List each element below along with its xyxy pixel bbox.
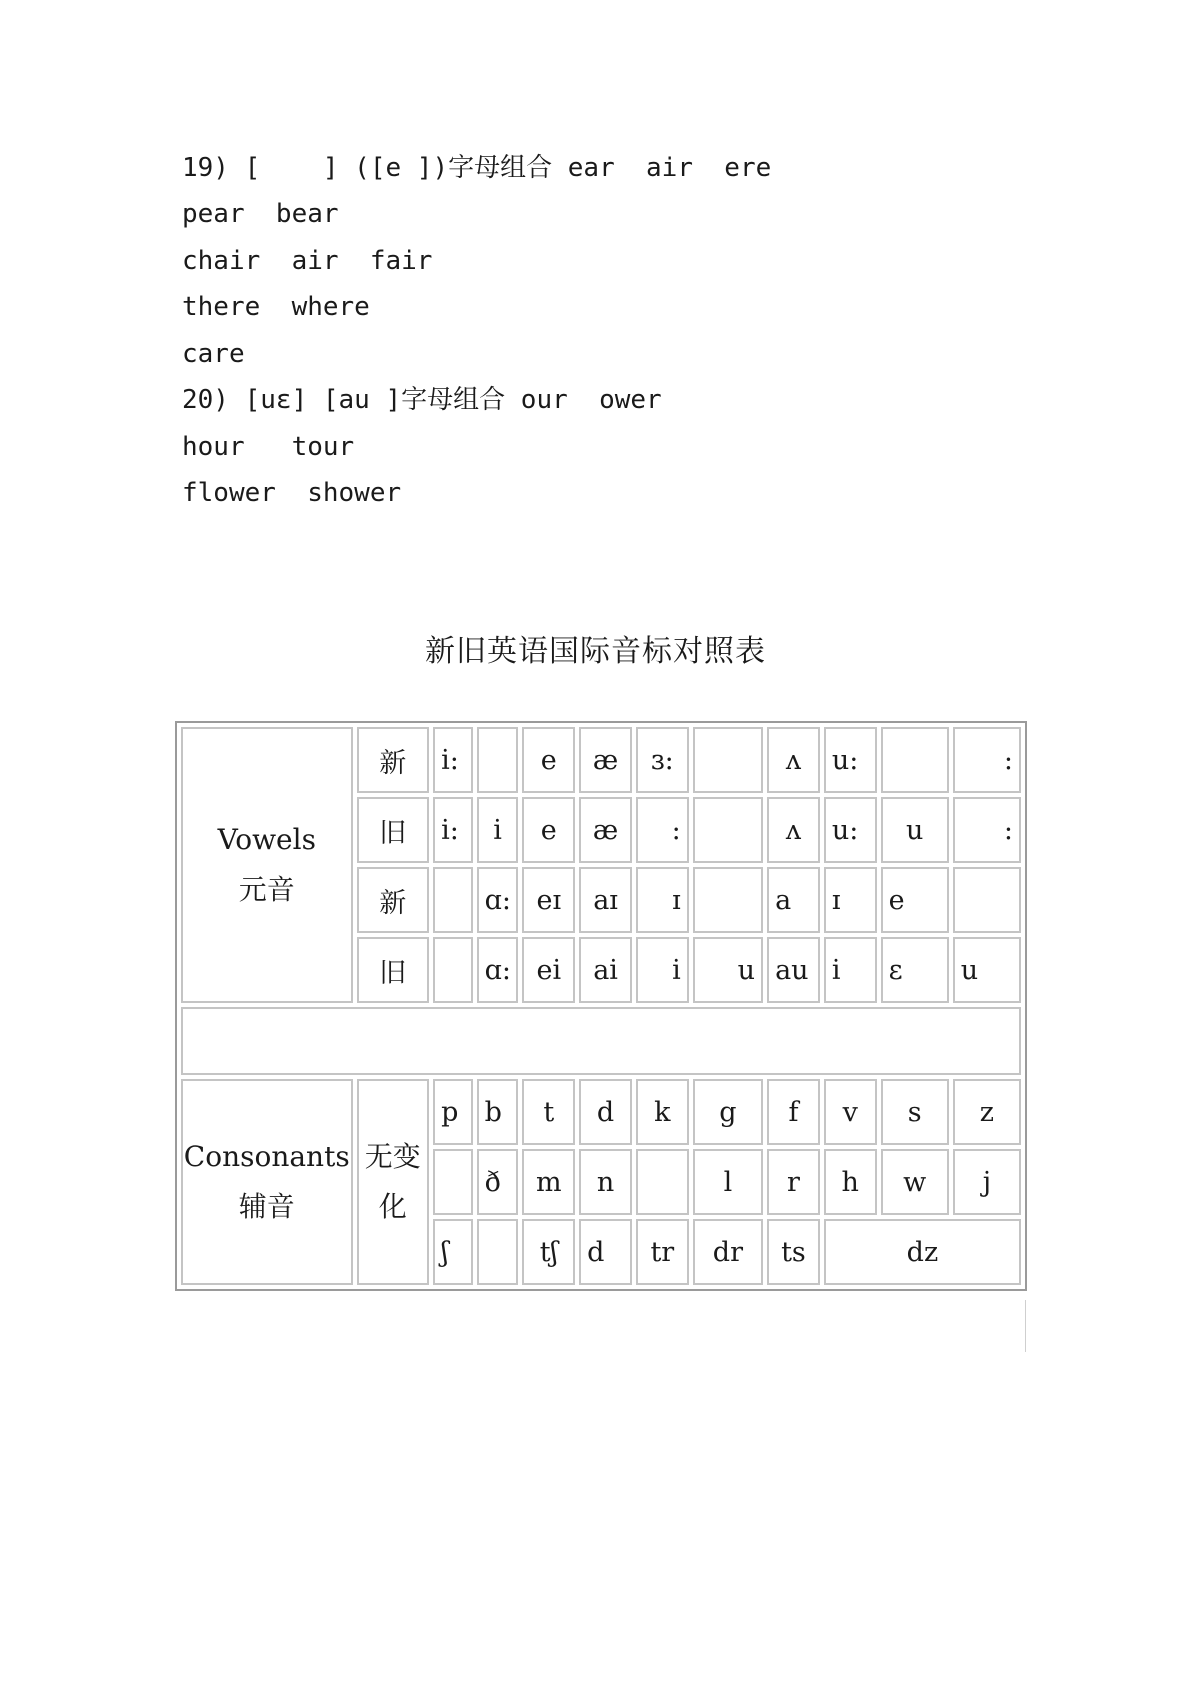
table-cell: ʌ [767,727,820,793]
table-cell: f [767,1079,820,1145]
table-cell: : [953,797,1021,863]
table-cell [881,727,949,793]
table-cell [433,937,473,1003]
table-cell: ɛ [881,937,949,1003]
consonant-row-1 [181,1079,1021,1145]
table-cell: u [881,797,949,863]
vowels-label-en: Vowels [217,822,316,856]
table-cell: v [824,1079,877,1145]
blank-cell [181,1007,1021,1075]
table-cell: tr [636,1219,689,1285]
table-cell: z [953,1079,1021,1145]
table-cell: m [522,1149,575,1215]
text-line: 19) [ ] ([e ])字母组合 ear air ere [182,153,772,183]
table-cell: t [522,1079,575,1145]
text-line: flower shower [182,478,402,508]
table-cell [477,727,519,793]
ipa-comparison-table [175,721,1027,1291]
text-line: there where [182,292,370,322]
table-cell [693,727,763,793]
table-cell: n [579,1149,632,1215]
table-cell: e [522,727,575,793]
table-cell: æ [579,797,632,863]
table-cell: ð [477,1149,519,1215]
table-cell: u [693,937,763,1003]
table-cell: dr [693,1219,763,1285]
table-cell: ʌ [767,797,820,863]
table-cell: r [767,1149,820,1215]
table-cell: p [433,1079,473,1145]
consonants-label-zh: 辅音 [238,1190,295,1223]
row-tag: 新 [357,867,430,933]
table-cell: k [636,1079,689,1145]
text-line: hour tour [182,432,355,462]
table-cell: ɑ: [477,937,519,1003]
table-cell [953,867,1021,933]
table-cell: ai [579,937,632,1003]
table-cell: tʃ [522,1219,575,1285]
table-cell: i [824,937,877,1003]
table-cell: i: [433,797,473,863]
table-cell: ts [767,1219,820,1285]
separator-row [181,1007,1021,1075]
table-cell: eɪ [522,867,575,933]
table-cell: : [636,797,689,863]
table-cell: ɪ [824,867,877,933]
table-cell: e [881,867,949,933]
table-cell: d [579,1079,632,1145]
table-cell: ei [522,937,575,1003]
table-cell: e [522,797,575,863]
text-line: 20) [uɛ] [au ]字母组合 our ower [182,385,662,415]
table-cell: d [579,1219,632,1285]
table-cell [477,1219,519,1285]
table-cell: ɑ: [477,867,519,933]
table-cell: a [767,867,820,933]
vowels-label [181,727,353,1003]
table-cell: u: [824,797,877,863]
table-cell: dz [824,1219,1021,1285]
consonants-label-en: Consonants [183,1139,350,1173]
row-tag: 新 [357,727,430,793]
row-tag: 旧 [357,797,430,863]
table-cell: aɪ [579,867,632,933]
table-cell: i [477,797,519,863]
text-line: pear bear [182,199,339,229]
table-cell: u [953,937,1021,1003]
table-cell: ɪ [636,867,689,933]
no-change-tag: 无变化 [357,1079,430,1285]
table-cell: au [767,937,820,1003]
table-title: 新旧英语国际音标对照表 [425,634,766,669]
table-cell [636,1149,689,1215]
text-line: care [182,339,245,369]
row-tag: 旧 [357,937,430,1003]
text-line: chair air fair [182,246,433,276]
table-cell: j [953,1149,1021,1215]
table-cell: u: [824,727,877,793]
table-cell: ɜ: [636,727,689,793]
table-cell [693,867,763,933]
table-cell [693,797,763,863]
table-cell: : [953,727,1021,793]
vertical-rule [1025,1300,1026,1352]
table-cell: l [693,1149,763,1215]
table-cell: h [824,1149,877,1215]
table-cell [433,867,473,933]
table-cell: i: [433,727,473,793]
table-cell: b [477,1079,519,1145]
vowels-label-zh: 元音 [238,873,295,906]
vowel-row-new-1 [181,727,1021,793]
table-cell: g [693,1079,763,1145]
consonants-label [181,1079,353,1285]
table-cell: w [881,1149,949,1215]
table-cell: s [881,1079,949,1145]
table-cell [433,1149,473,1215]
table-cell: ʃ [433,1219,473,1285]
table-cell: æ [579,727,632,793]
table-cell: i [636,937,689,1003]
